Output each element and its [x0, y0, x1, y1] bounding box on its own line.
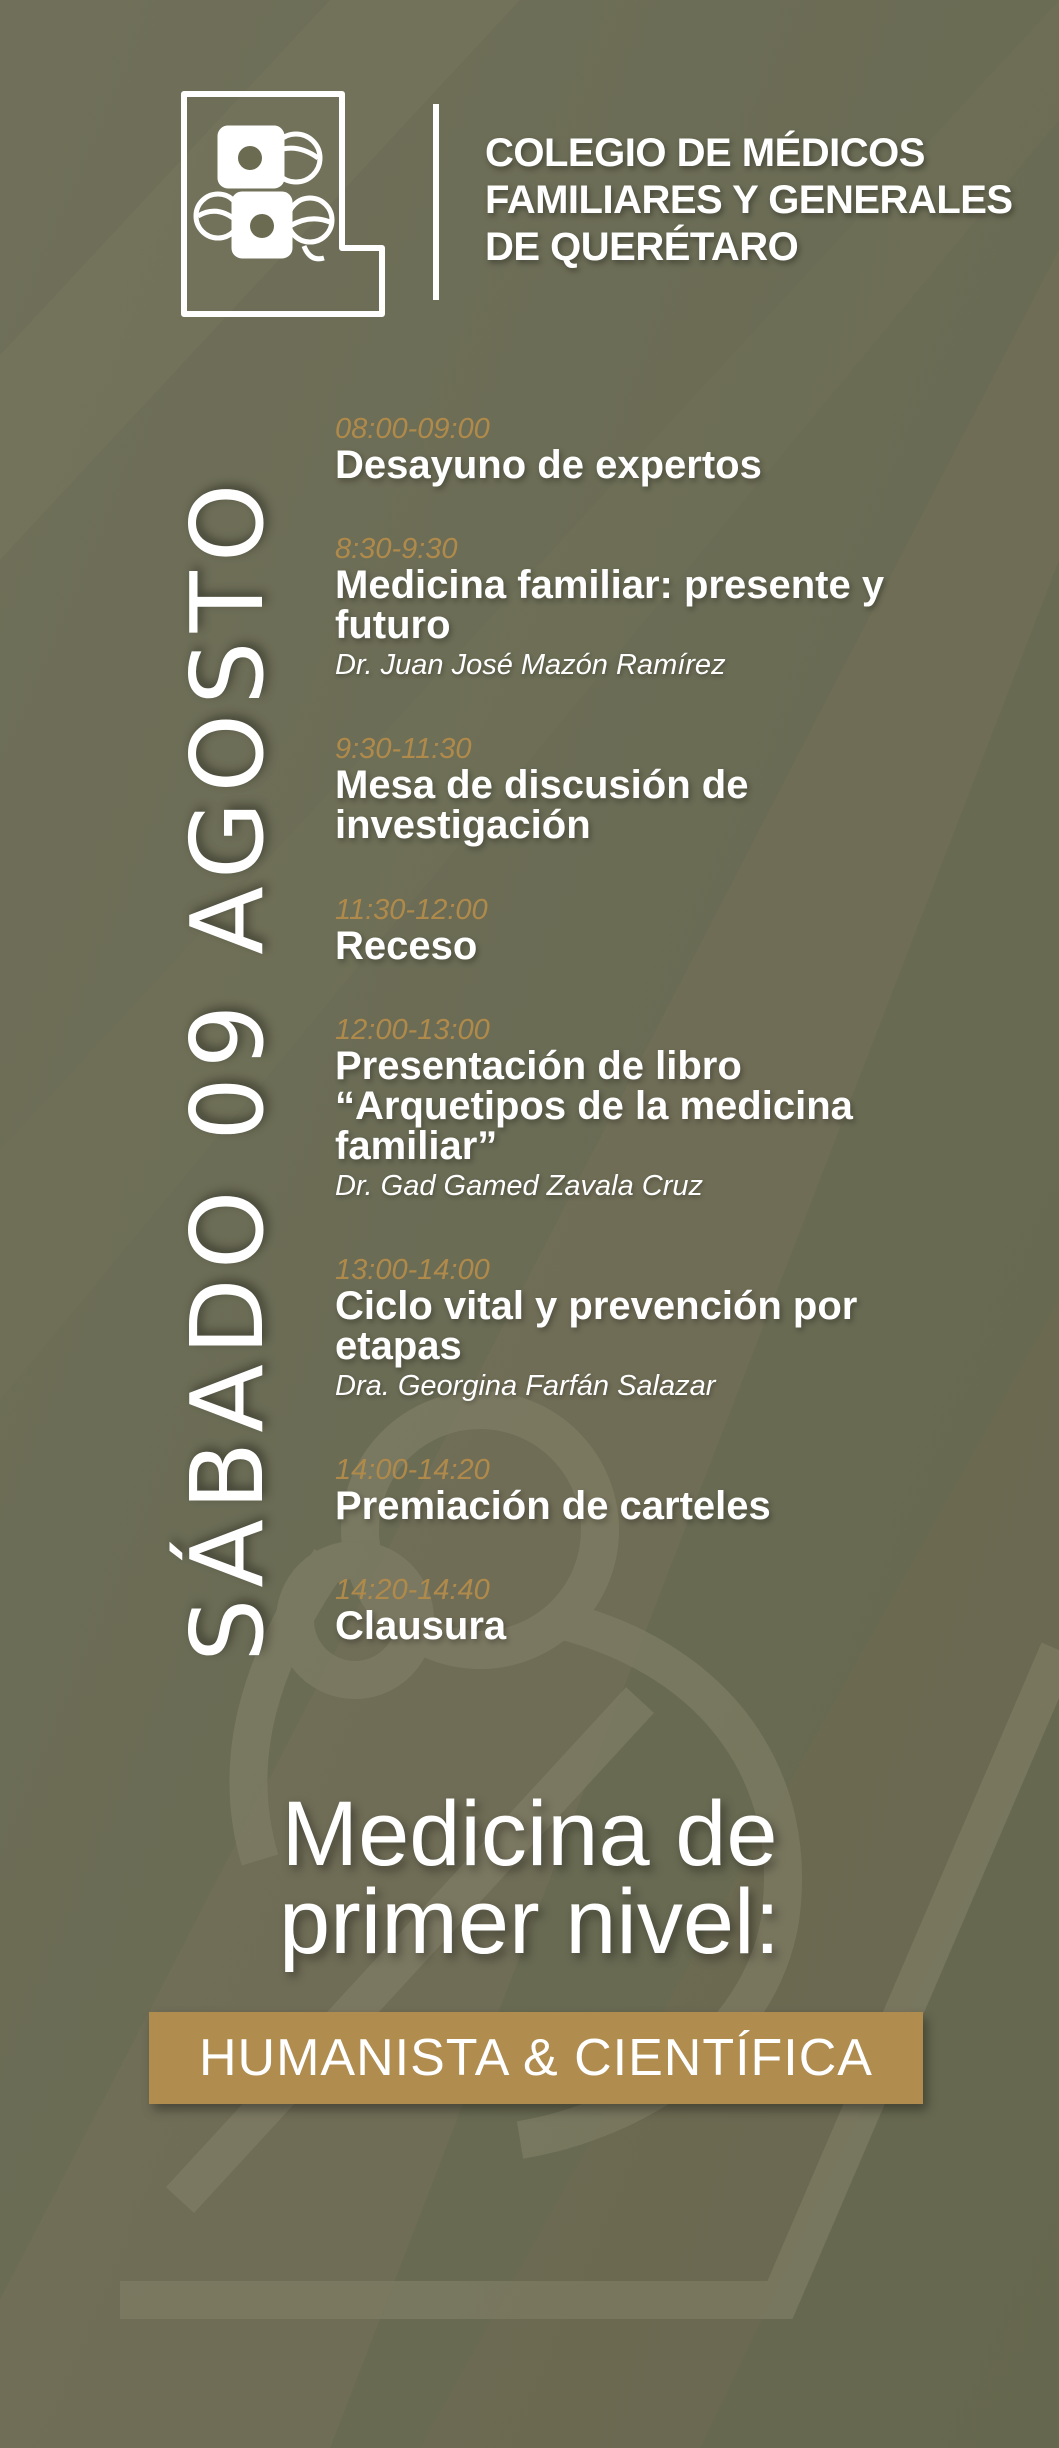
schedule-title: Premiación de carteles [335, 1484, 771, 1528]
schedule-title: Desayuno de expertos [335, 443, 762, 487]
schedule-speaker: Dr. Juan José Mazón Ramírez [335, 649, 726, 681]
schedule-time: 11:30-12:00 [335, 894, 488, 926]
organization-name-line-1: COLEGIO DE MÉDICOS [485, 131, 925, 175]
schedule-title: Ciclo vital y prevención por [335, 1284, 858, 1328]
schedule-title: Clausura [335, 1604, 507, 1648]
tagline [0, 1783, 1059, 1973]
schedule-time: 9:30-11:30 [335, 733, 472, 765]
schedule-title: futuro [335, 603, 451, 647]
schedule-item [335, 733, 975, 845]
schedule-title: familiar” [335, 1124, 498, 1168]
schedule-item [335, 1014, 975, 1204]
schedule-speaker: Dra. Georgina Farfán Salazar [335, 1370, 716, 1402]
tagline-line-1: Medicina de [281, 1783, 778, 1885]
tagline-banner [149, 2012, 923, 2104]
tagline-line-2: primer nivel: [278, 1871, 780, 1973]
schedule-time: 13:00-14:00 [335, 1254, 490, 1286]
schedule-item [335, 1254, 975, 1404]
schedule-item [335, 1454, 975, 1526]
organization-name-line-2: FAMILIARES Y GENERALES [485, 178, 1013, 222]
tagline-banner-text: HUMANISTA & CIENTÍFICA [199, 2029, 873, 2087]
schedule-time: 14:20-14:40 [335, 1574, 490, 1606]
schedule-speaker: Dr. Gad Gamed Zavala Cruz [335, 1170, 703, 1202]
organization-name [485, 130, 1013, 271]
medical-college-logo-icon [178, 88, 388, 320]
schedule-title: Medicina familiar: presente y [335, 563, 885, 607]
schedule-time: 12:00-13:00 [335, 1014, 490, 1046]
organization-name-line-3: DE QUERÉTARO [485, 225, 799, 269]
schedule-time: 8:30-9:30 [335, 533, 458, 565]
header-divider [433, 104, 439, 300]
event-date: SÁBADO 09 AGOSTO [169, 474, 286, 1662]
schedule-title: investigación [335, 803, 591, 847]
schedule-title: etapas [335, 1324, 462, 1368]
schedule-item [335, 1574, 975, 1646]
schedule-title: Receso [335, 924, 478, 968]
schedule-title: Mesa de discusión de [335, 763, 749, 807]
schedule-item [335, 413, 975, 485]
schedule-title: “Arquetipos de la medicina [335, 1084, 853, 1128]
schedule-item [335, 894, 975, 966]
schedule-title: Presentación de libro [335, 1044, 742, 1088]
schedule-item [335, 533, 975, 683]
schedule-time: 14:00-14:20 [335, 1454, 490, 1486]
schedule-time: 08:00-09:00 [335, 413, 490, 445]
